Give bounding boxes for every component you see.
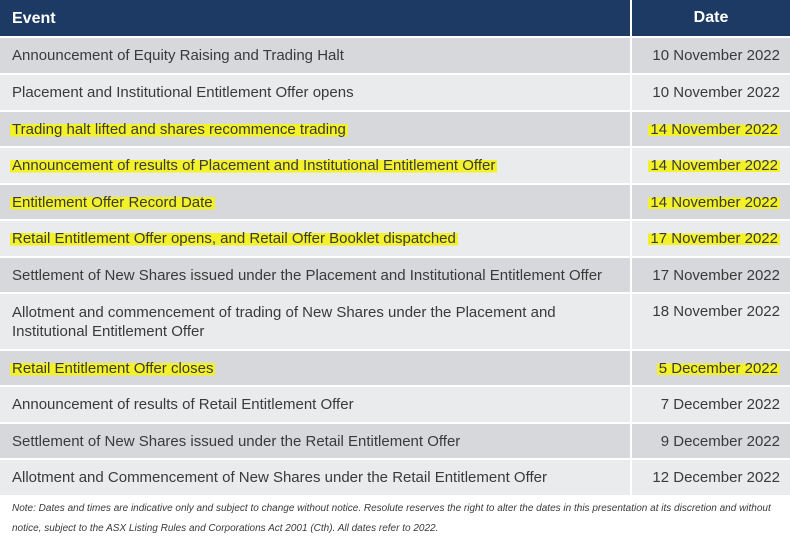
event-cell: Placement and Institutional Entitlement Offer opens <box>12 84 354 101</box>
header-event: Event <box>12 9 56 27</box>
event-cell-highlighted: Announcement of results of Placement and Institutional Entitlement Offer <box>12 157 496 174</box>
date-cell: 10 November 2022 <box>652 84 780 101</box>
event-cell: Announcement of results of Retail Entitlement Offer <box>12 396 354 413</box>
event-cell: Settlement of New Shares issued under the Placement and Institutional Entitlement Offer <box>12 266 603 284</box>
date-cell-highlighted: 14 November 2022 <box>650 193 778 211</box>
table-row <box>0 387 790 424</box>
table-row <box>0 294 790 351</box>
date-cell-highlighted: 5 December 2022 <box>658 359 778 377</box>
date-cell-highlighted: 17 November 2022 <box>650 230 778 247</box>
event-cell-highlighted: Retail Entitlement Offer closes <box>12 359 214 377</box>
event-cell-highlighted: Trading halt lifted and shares recommence trading <box>12 120 346 138</box>
event-cell: Announcement of Equity Raising and Trading Halt <box>12 47 344 64</box>
event-cell: Allotment and Commencement of New Shares under the Retail Entitlement Offer <box>12 469 547 486</box>
table-row <box>0 38 790 75</box>
date-cell: 7 December 2022 <box>660 396 780 413</box>
table-row <box>0 351 790 387</box>
table-row <box>0 148 790 185</box>
date-cell: 18 November 2022 <box>652 303 780 320</box>
footnote: Note: Dates and times are indicative only and subject to change without notice. Resolute reserves the right to alter the dates in this presentation at its discretion and without notice, subject to the ASX Listing Rules and Corporations Act 2001 (Cth). All dates refer to 2022. <box>12 503 771 534</box>
date-cell: 12 December 2022 <box>652 469 780 486</box>
date-cell: 9 December 2022 <box>660 432 780 450</box>
event-cell-highlighted: Retail Entitlement Offer opens, and Retail Offer Booklet dispatched <box>12 230 456 247</box>
table-row <box>0 424 790 460</box>
event-cell-highlighted: Entitlement Offer Record Date <box>12 193 213 211</box>
table-header-row <box>0 0 790 38</box>
date-cell: 10 November 2022 <box>652 47 780 64</box>
date-cell: 17 November 2022 <box>652 266 780 284</box>
date-cell-highlighted: 14 November 2022 <box>650 120 778 138</box>
table-row <box>0 221 790 258</box>
table-row <box>0 185 790 221</box>
event-cell: Settlement of New Shares issued under the Retail Entitlement Offer <box>12 432 461 450</box>
header-date: Date <box>630 0 790 36</box>
table-row <box>0 75 790 112</box>
table-row <box>0 460 790 497</box>
event-cell: Allotment and commencement of trading of New Shares under the Placement and Institutional Entitlement Offer <box>12 304 556 340</box>
date-cell-highlighted: 14 November 2022 <box>650 157 778 174</box>
table-row <box>0 112 790 148</box>
table-row <box>0 258 790 294</box>
